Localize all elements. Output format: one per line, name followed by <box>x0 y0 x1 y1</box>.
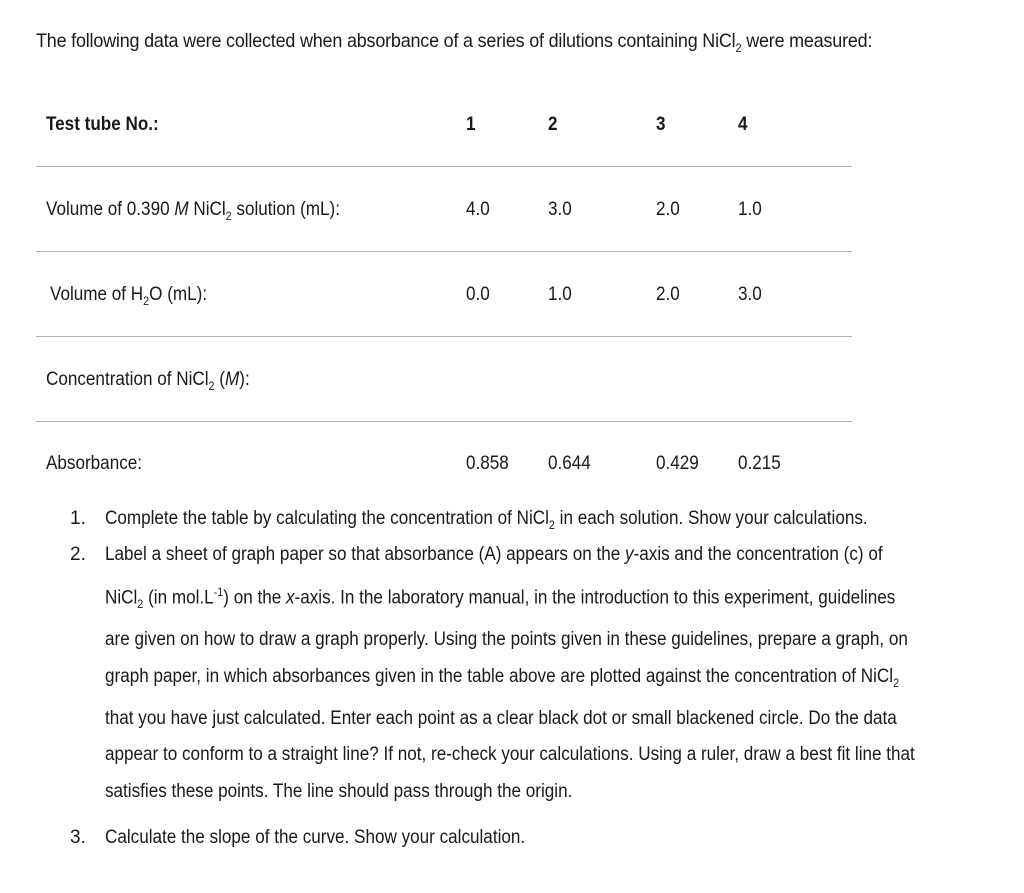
question-2-text: Label a sheet of graph paper so that absorbance (A) appears on the y-axis and the concentration (c) of NiCl$_2$ (in $mol.L^{-1}$) on the x-axis. In the laboratory manual, in the introduction to this experiment, guidelines are given on how to draw a graph properly. Using the points given in these guidelines, prepare a graph, on graph paper, in which absorbances given in the table above are plotted against the concentration of NiCl$_2$ that you have just calculated. Enter each point as a clear black dot or small blackened circle. Do the data appear to conform to a straight line? If not, re-check your calculations. Using a ruler, draw a best fit line that satisfies these points. The line should pass through the origin. <box>105 544 915 802</box>
row-divider <box>36 166 852 167</box>
volume-value-4: 1.0 <box>738 199 762 220</box>
header-col-4: 4 <box>738 114 748 135</box>
water-value-2: 1.0 <box>548 284 572 305</box>
concentration-label: Concentration of NiCl$_2$ (M): <box>46 369 250 393</box>
row-divider <box>36 251 852 252</box>
question-2-number: 2. <box>70 544 86 565</box>
intro-text: The following data were collected when absorbance of a series of dilutions containing NiCl$_2$ were measured: <box>36 30 873 55</box>
volume-label: Volume of 0.390 M NiCl$_2$ solution (mL): <box>46 199 341 223</box>
volume-value-3: 2.0 <box>656 199 680 220</box>
water-value-4: 3.0 <box>738 284 762 305</box>
header-col-1: 1 <box>466 114 476 135</box>
question-1-text: Complete the table by calculating the concentration of NiCl$_2$ in each solution. Show your calculations. <box>105 508 868 532</box>
absorbance-value-2: 0.644 <box>548 453 591 474</box>
volume-value-2: 3.0 <box>548 199 572 220</box>
header-label: Test tube No.: <box>46 114 159 135</box>
row-divider <box>36 421 852 422</box>
question-3-number: 3. <box>70 827 86 848</box>
question-1-number: 1. <box>70 508 86 529</box>
water-label: Volume of $H_2O$ (mL): <box>50 284 208 308</box>
absorbance-value-1: 0.858 <box>466 453 509 474</box>
absorbance-label: Absorbance: <box>46 453 143 474</box>
volume-value-1: 4.0 <box>466 199 490 220</box>
header-col-2: 2 <box>548 114 558 135</box>
row-divider <box>36 336 852 337</box>
header-col-3: 3 <box>656 114 666 135</box>
water-value-3: 2.0 <box>656 284 680 305</box>
absorbance-value-4: 0.215 <box>738 453 781 474</box>
absorbance-value-3: 0.429 <box>656 453 699 474</box>
question-3-text: Calculate the slope of the curve. Show your calculation. <box>105 827 526 848</box>
water-value-1: 0.0 <box>466 284 490 305</box>
